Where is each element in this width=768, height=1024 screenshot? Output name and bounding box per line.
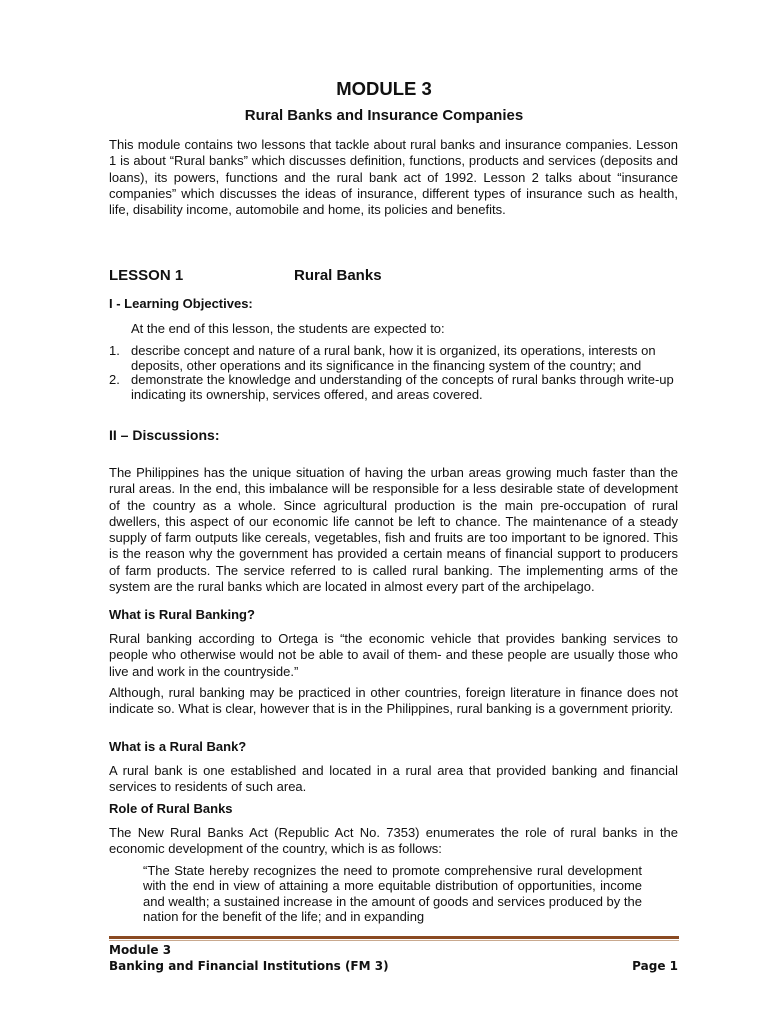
objective-number: 2.: [109, 372, 120, 387]
footer-module: Module 3: [109, 943, 172, 957]
objective-number: 1.: [109, 343, 120, 358]
objectives-list: [109, 344, 678, 402]
rural-bank-definition: A rural bank is one established and located in a rural area that provided banking and financial services to residents of such area.: [109, 763, 678, 795]
footer-divider: [109, 936, 679, 939]
page-number: Page 1: [632, 959, 678, 973]
discussion-paragraph: The Philippines has the unique situation of having the urban areas growing much faster than the rural areas. In the end, this imbalance will be responsible for a less desirable state of development of the country as a whole. Since agricultural production is the main pre-occupation of rural dwellers, this aspect of our economic life cannot be left to chance. The maintenance of a steady supply of farm outputs like cereals, vegetables, fish and fruits are too important to be ignored. This is the reason why the government has provided a certain means of financial support to producers of farm products. The service referred to is called rural banking. The implementing arms of the system are the rural banks which are located in almost every part of the archipelago.: [109, 465, 678, 595]
lesson-number: LESSON 1: [109, 267, 184, 284]
rural-banking-definition: Rural banking according to Ortega is “the economic vehicle that provides banking services to people who otherwise would not be able to avail of them- and these people are usually those who live and work in the countryside.”: [109, 631, 678, 679]
rural-bank-heading: What is a Rural Bank?: [109, 739, 247, 754]
intro-paragraph: This module contains two lessons that tackle about rural banks and insurance companies. Lesson 1 is about “Rural banks” which discusses definition, functions, products and services (deposits and loans), its powers, functions and the rural bank act of 1992. Lesson 2 talks about “insurance companies” which discusses the ideas of insurance, different types of insurance such as health, life, disability income, automobile and home, its policies and benefits.: [109, 137, 678, 218]
module-subtitle: Rural Banks and Insurance Companies: [244, 107, 524, 124]
rural-banking-heading: What is Rural Banking?: [109, 607, 255, 622]
objective-item: [109, 373, 678, 402]
objective-text: describe concept and nature of a rural bank, how it is organized, its operations, interests on deposits, other operations and its significance in the financing system of the country; and: [131, 343, 656, 373]
discussions-heading: II – Discussions:: [109, 427, 220, 443]
role-paragraph: The New Rural Banks Act (Republic Act No. 7353) enumerates the role of rural banks in the economic development of the country, which is as follows:: [109, 825, 678, 857]
module-title: MODULE 3: [336, 78, 432, 99]
footer-divider-thin: [109, 940, 679, 941]
objectives-heading: I - Learning Objectives:: [109, 296, 253, 311]
act-quote: “The State hereby recognizes the need to promote comprehensive rural development with the end in view of attaining a more equitable distribution of opportunities, income and wealth; a sustained increase in the amount of goods and services produced by the nation for the benefit of the life; and in expanding: [143, 863, 642, 924]
objectives-lead: At the end of this lesson, the students are expected to:: [131, 321, 445, 336]
objective-item: [109, 344, 678, 373]
footer-course: Banking and Financial Institutions (FM 3): [109, 959, 389, 973]
role-heading: Role of Rural Banks: [109, 801, 233, 816]
lesson-title: Rural Banks: [294, 267, 382, 284]
objective-text: demonstrate the knowledge and understanding of the concepts of rural banks through write-up indicating its ownership, services offered, and areas covered.: [131, 372, 674, 402]
lesson-heading: [109, 267, 382, 284]
rural-banking-paragraph: Although, rural banking may be practiced in other countries, foreign literature in finance does not indicate so. What is clear, however that is in the Philippines, rural banking is a government priority.: [109, 685, 678, 717]
